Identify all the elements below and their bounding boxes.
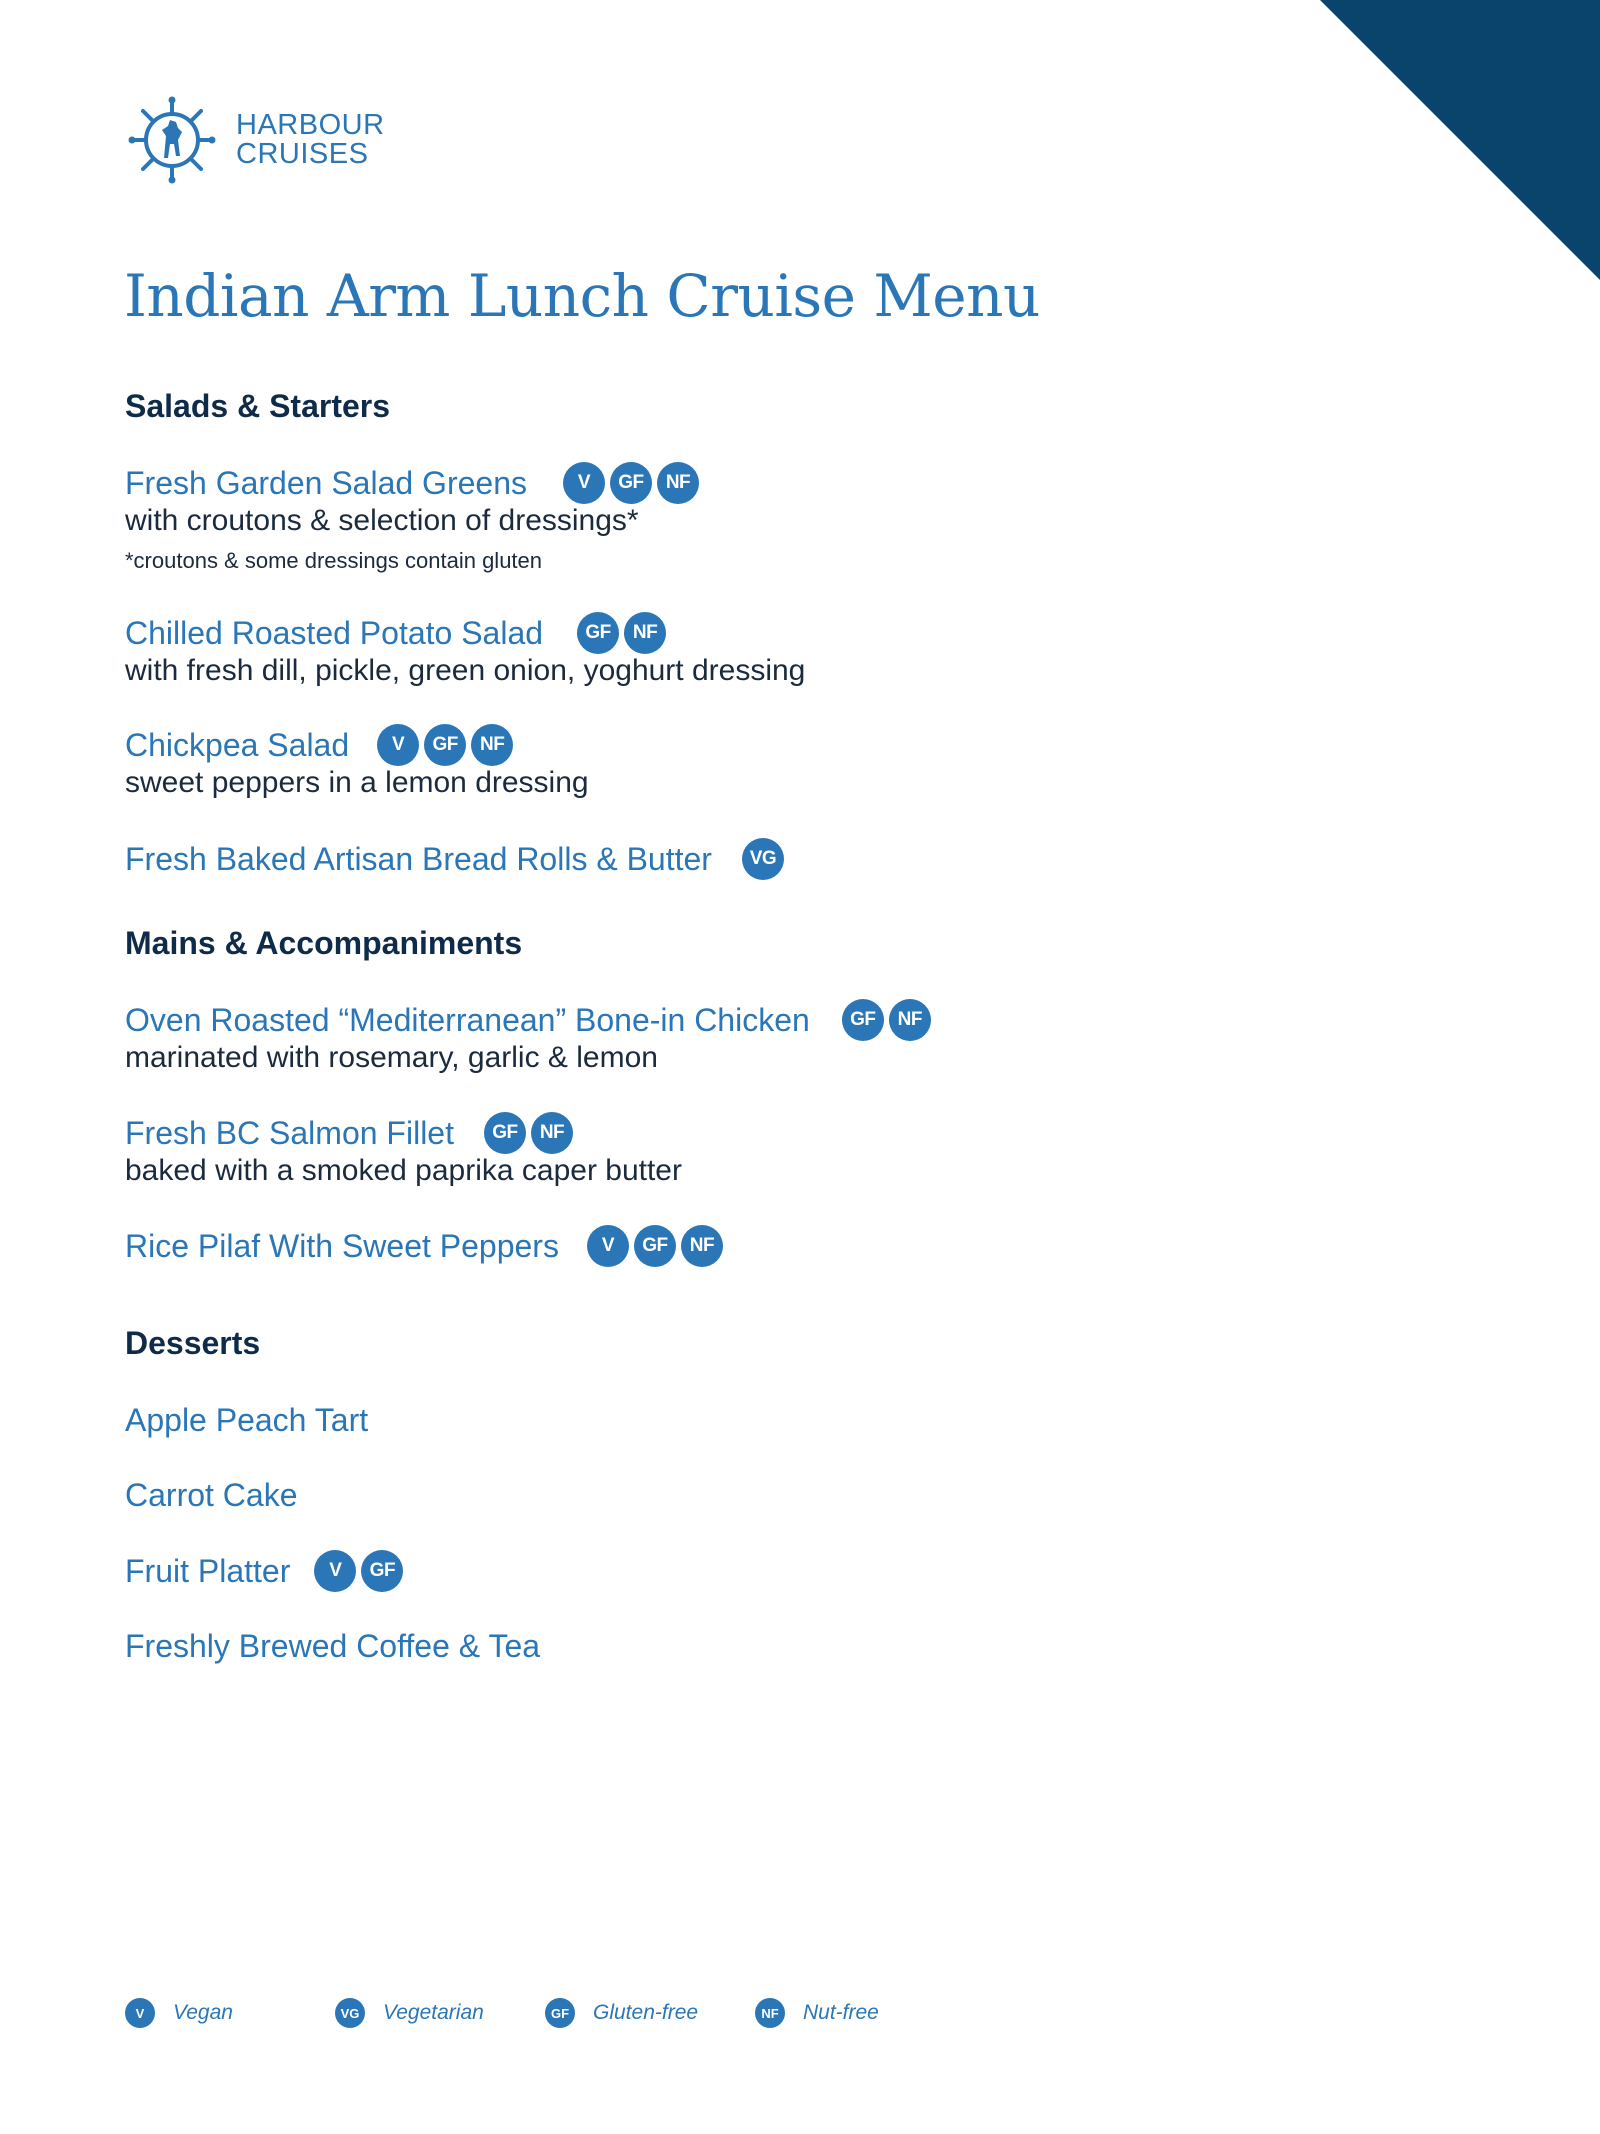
diet-badges	[484, 1112, 578, 1154]
nut-free-badge: NF	[471, 724, 513, 766]
section-heading-mains: Mains & Accompaniments	[125, 925, 523, 961]
diet-badges	[314, 1550, 408, 1592]
legend-label: Nut-free	[803, 2001, 879, 2024]
menu-item	[125, 1225, 728, 1267]
page-title: Indian Arm Lunch Cruise Menu	[124, 262, 1040, 330]
section-heading-salads: Salads & Starters	[125, 388, 391, 424]
menu-item-description: with croutons & selection of dressings*	[125, 504, 639, 537]
menu-item-name: Freshly Brewed Coffee & Tea	[125, 1628, 541, 1664]
menu-item-description: baked with a smoked paprika caper butter	[125, 1154, 682, 1187]
legend-item-vegan	[125, 1998, 335, 2028]
legend-item-vegetarian	[335, 1998, 545, 2028]
menu-item-name: Chickpea Salad	[125, 727, 350, 763]
menu-item	[125, 1626, 540, 1666]
diet-badges	[842, 999, 936, 1041]
menu-item	[125, 462, 704, 504]
menu-item-name: Chilled Roasted Potato Salad	[125, 615, 544, 651]
menu-item	[125, 612, 671, 654]
menu-item-name: Fruit Platter	[125, 1553, 291, 1589]
menu-item-name: Rice Pilaf With Sweet Peppers	[125, 1228, 559, 1264]
menu-item-name: Carrot Cake	[125, 1477, 298, 1513]
diet-badges	[587, 1225, 728, 1267]
menu-item-note: *croutons & some dressings contain gluten	[125, 548, 543, 573]
menu-item-name: Fresh Baked Artisan Bread Rolls & Butter	[125, 841, 712, 877]
gluten-free-badge: GF	[610, 462, 652, 504]
nut-free-badge: NF	[755, 1998, 785, 2028]
gluten-free-badge: GF	[424, 724, 466, 766]
vegetarian-badge: VG	[335, 1998, 365, 2028]
ship-wheel-icon	[128, 96, 216, 184]
menu-item-name: Fresh BC Salmon Fillet	[125, 1115, 454, 1151]
section-heading-desserts: Desserts	[125, 1325, 261, 1361]
nut-free-badge: NF	[531, 1112, 573, 1154]
gluten-free-badge: GF	[577, 612, 619, 654]
vegan-badge: V	[125, 1998, 155, 2028]
menu-item	[125, 1112, 578, 1154]
menu-item	[125, 1550, 408, 1592]
diet-badges	[377, 724, 518, 766]
menu-item	[125, 1400, 368, 1440]
nut-free-badge: NF	[624, 612, 666, 654]
legend-label: Gluten-free	[593, 2001, 699, 2024]
legend-item-nut-free	[755, 1998, 965, 2028]
gluten-free-badge: GF	[634, 1225, 676, 1267]
menu-item-description: sweet peppers in a lemon dressing	[125, 766, 589, 799]
vegetarian-badge: VG	[742, 838, 784, 880]
vegan-badge: V	[563, 462, 605, 504]
nut-free-badge: NF	[889, 999, 931, 1041]
vegan-badge: V	[587, 1225, 629, 1267]
gluten-free-badge: GF	[484, 1112, 526, 1154]
vegan-badge: V	[314, 1550, 356, 1592]
gluten-free-badge: GF	[361, 1550, 403, 1592]
diet-badges	[577, 612, 671, 654]
menu-item-name: Oven Roasted “Mediterranean” Bone-in Chicken	[125, 1002, 810, 1038]
corner-decoration	[1320, 0, 1600, 280]
brand-name	[236, 111, 385, 169]
gluten-free-badge: GF	[545, 1998, 575, 2028]
menu-item	[125, 838, 789, 880]
menu-item	[125, 724, 518, 766]
diet-badges	[742, 838, 789, 880]
menu-item	[125, 999, 936, 1041]
menu-item-name: Apple Peach Tart	[125, 1402, 369, 1438]
gluten-free-badge: GF	[842, 999, 884, 1041]
harbour-cruises-logo	[128, 96, 385, 184]
legend-label: Vegetarian	[383, 2001, 484, 2024]
diet-badges	[563, 462, 704, 504]
vegan-badge: V	[377, 724, 419, 766]
menu-item	[125, 1475, 298, 1515]
menu-item-description: marinated with rosemary, garlic & lemon	[125, 1041, 658, 1074]
legend-label: Vegan	[173, 2001, 233, 2024]
diet-legend	[125, 1998, 965, 2028]
brand-name-line1: HARBOUR	[236, 109, 385, 141]
menu-item-description: with fresh dill, pickle, green onion, yoghurt dressing	[125, 654, 806, 687]
nut-free-badge: NF	[657, 462, 699, 504]
brand-name-line2: CRUISES	[236, 138, 369, 170]
menu-item-name: Fresh Garden Salad Greens	[125, 465, 527, 501]
nut-free-badge: NF	[681, 1225, 723, 1267]
legend-item-gluten-free	[545, 1998, 755, 2028]
